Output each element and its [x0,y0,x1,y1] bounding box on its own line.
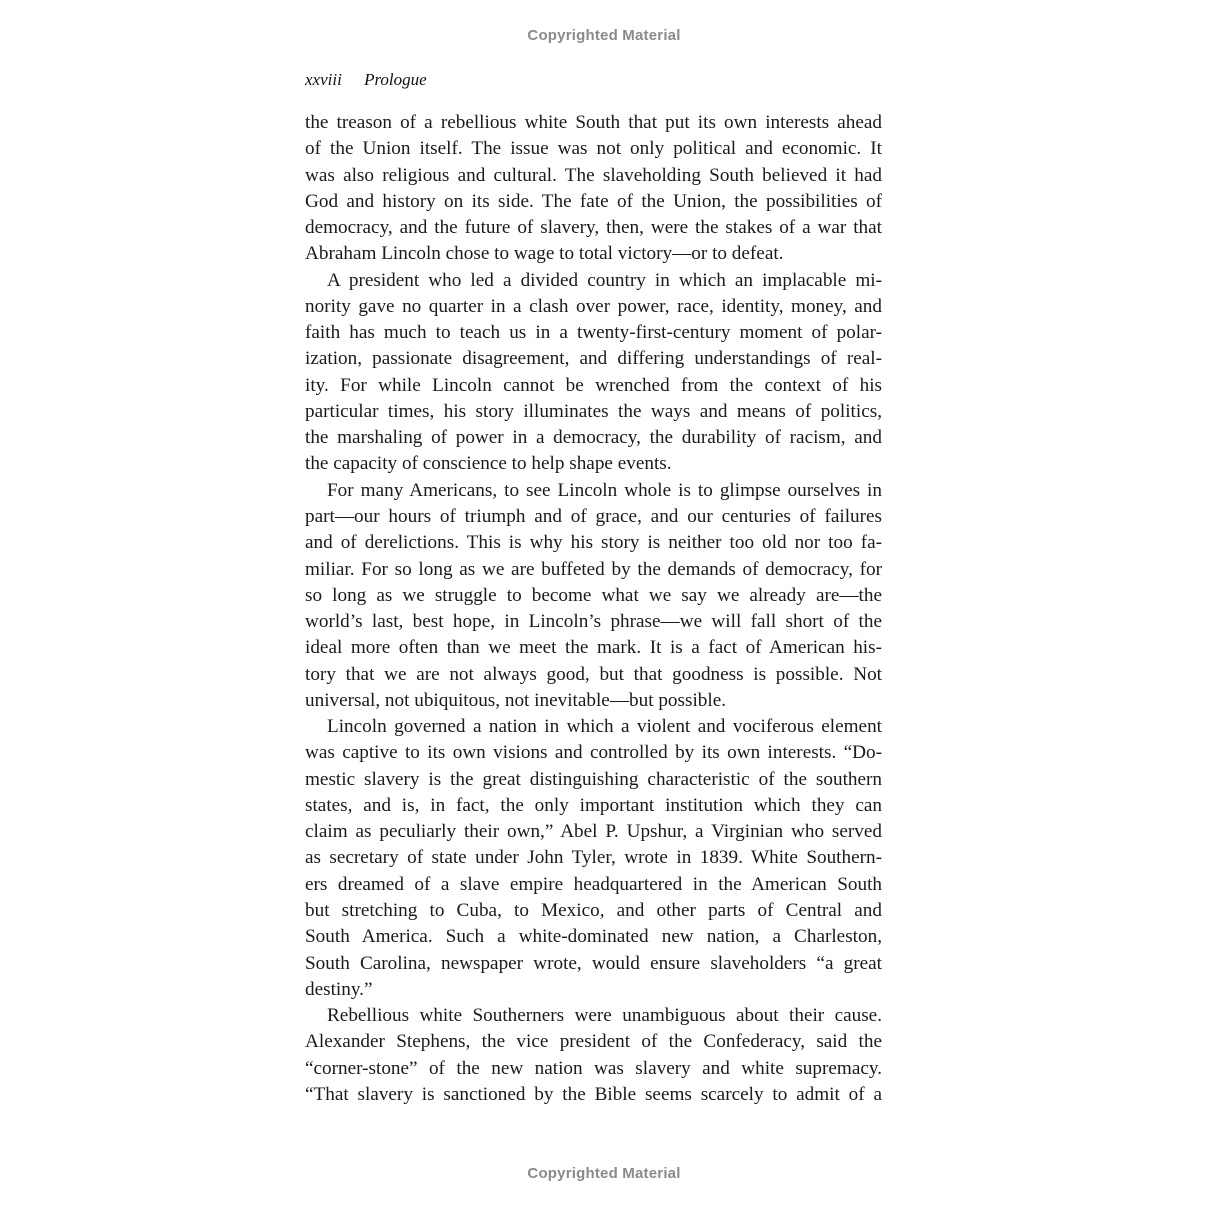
text-line: ideal more often than we meet the mark. It is a fact of American his- [305,637,882,659]
text-line: “That slavery is sanctioned by the Bible seems scarcely to admit of a [305,1083,882,1105]
text-line: the treason of a rebellious white South that put its own interests ahead [305,112,882,133]
text-line: part—our hours of triumph and of grace, and our centuries of failures [305,505,882,527]
text-line: South Carolina, newspaper wrote, would ensure slaveholders “a great [305,952,882,974]
text-line: of the Union itself. The issue was not only political and economic. It [305,138,882,160]
text-line: democracy, and the future of slavery, then, were the stakes of a war that [305,217,882,239]
text-line: For many Americans, to see Lincoln whole is to glimpse ourselves in [327,479,882,501]
text-line: particular times, his story illuminates the ways and means of politics, [305,400,882,422]
text-line: as secretary of state under John Tyler, wrote in 1839. White Southern- [305,847,882,869]
paragraph [305,268,882,478]
text-line: the marshaling of power in a democracy, the durability of racism, and [305,427,882,449]
text-line: and of derelictions. This is why his story is neither too old nor too fa- [305,532,882,554]
paragraph [305,478,882,714]
text-line: claim as peculiarly their own,” Abel P. Upshur, a Virginian who served [305,821,882,843]
text-line: God and history on its side. The fate of the Union, the possibilities of [305,190,882,212]
text-line: mestic slavery is the great distinguishing characteristic of the southern [305,768,882,790]
text-line: South America. Such a white-dominated new nation, a Charleston, [305,926,882,948]
body-text [305,110,882,1108]
text-line: Lincoln governed a nation in which a violent and vociferous element [327,716,882,738]
text-line: Alexander Stephens, the vice president of the Confederacy, said the [305,1031,882,1053]
text-line: nority gave no quarter in a clash over power, race, identity, money, and [305,295,882,317]
text-line: “corner-stone” of the new nation was slavery and white supremacy. [305,1057,882,1079]
text-line: ity. For while Lincoln cannot be wrenched from the context of his [305,374,882,396]
copyright-watermark-top: Copyrighted Material [527,27,681,44]
text-line: was also religious and cultural. The slaveholding South believed it had [305,164,882,186]
text-line: world’s last, best hope, in Lincoln’s phrase—we will fall short of the [305,611,882,633]
text-line: universal, not ubiquitous, not inevitable—but possible. [305,689,727,711]
page-number: xxviii [305,70,342,89]
text-line: so long as we struggle to become what we say we already are—the [305,584,882,606]
paragraph [305,110,882,268]
paragraph [305,714,882,1003]
chapter-title: Prologue [364,70,427,89]
text-line: tory that we are not always good, but that goodness is possible. Not [305,663,882,685]
text-line: the capacity of conscience to help shape events. [305,453,672,475]
text-line: A president who led a divided country in which an implacable mi- [327,269,882,291]
text-line: states, and is, in fact, the only important institution which they can [305,794,882,816]
text-line: ization, passionate disagreement, and differing understandings of real- [305,348,882,370]
text-line: destiny.” [305,978,373,1000]
text-line: faith has much to teach us in a twenty-first-century moment of polar- [305,322,882,344]
copyright-watermark-bottom: Copyrighted Material [527,1165,681,1182]
text-line: Rebellious white Southerners were unambiguous about their cause. [327,1005,882,1027]
text-line: but stretching to Cuba, to Mexico, and other parts of Central and [305,899,882,921]
text-line: Abraham Lincoln chose to wage to total victory—or to defeat. [305,243,784,265]
text-line: miliar. For so long as we are buffeted by the demands of democracy, for [305,558,882,580]
running-head [305,70,427,90]
text-line: ers dreamed of a slave empire headquartered in the American South [305,873,882,895]
text-line: was captive to its own visions and controlled by its own interests. “Do- [305,742,882,764]
paragraph [305,1003,882,1108]
